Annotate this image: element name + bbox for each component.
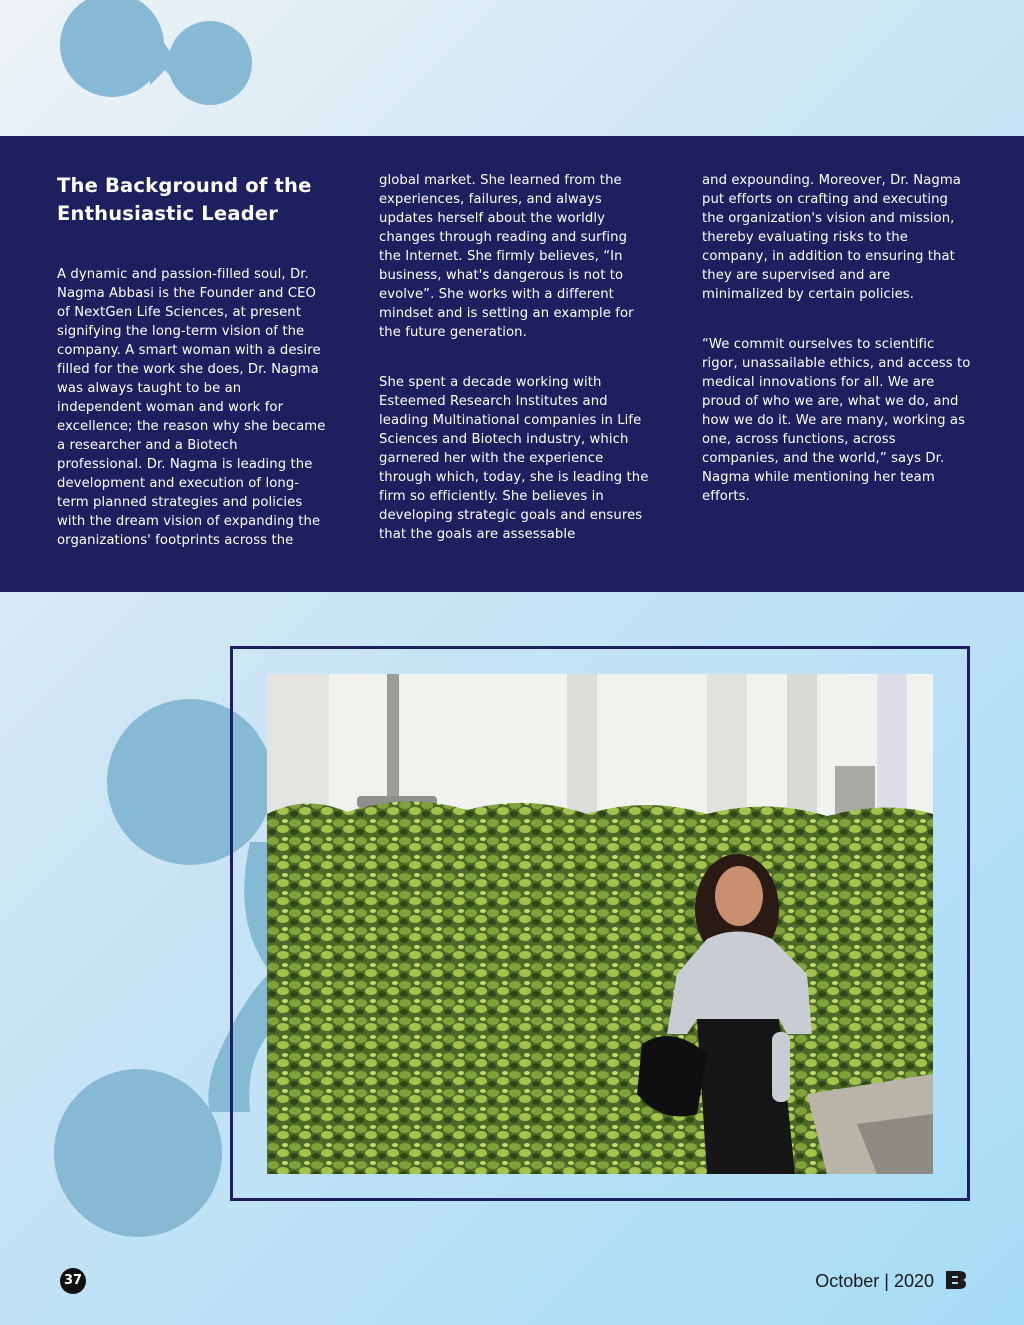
column-3 xyxy=(702,171,972,506)
paragraph: A dynamic and passion-filled soul, Dr. Nagma Abbasi is the Founder and CEO of NextGen Life Sciences, at present signifying the long-term vision of the company. A smart woman with a desire filled for the work she does, Dr. Nagma was always taught to be an independent woman and work for excellence; the reason why she became a researcher and a Biotech professional. Dr. Nagma is leading the development and execution of long-term planned strategies and policies with the dream vision of expanding the organizations' footprints across the xyxy=(57,267,326,548)
paragraph: “We commit ourselves to scientific rigor, unassailable ethics, and access to medical innovations for all. We are proud of who we are, what we do, and how we do it. We are many, working as one, across functions, across companies, and the world,” says Dr. Nagma while mentioning her team efforts. xyxy=(702,337,971,504)
issue-date: October | 2020 xyxy=(815,1271,934,1291)
b-logo-icon xyxy=(946,1271,966,1289)
paragraph: global market. She learned from the experiences, failures, and always updates herself about the worldly changes through reading and surfing the Internet. She firmly believes, “In business, what's dangerous is not to evolve”. She works with a different mindset and is setting an example for the future generation. xyxy=(379,173,634,340)
article-band xyxy=(0,136,1024,592)
decorative-bubble-top xyxy=(0,0,300,136)
paragraph: She spent a decade working with Esteemed Research Institutes and leading Multinational companies in Life Sciences and Biotech industry, which garnered her with the experience through which, today, she is leading the firm so efficiently. She believes in developing strategic goals and ensures that the goals are assessable xyxy=(379,375,649,542)
paragraph: and expounding. Moreover, Dr. Nagma put efforts on crafting and executing the organization's vision and mission, thereby evaluating risks to the company, in addition to ensuring that they are supervised and are minimalized by certain policies. xyxy=(702,173,961,302)
portrait-photo xyxy=(267,674,933,1174)
page-number: 37 xyxy=(60,1268,86,1294)
column-1 xyxy=(57,171,327,550)
section-heading: The Background of the Enthusiastic Leader xyxy=(57,174,312,225)
column-2 xyxy=(379,171,651,544)
